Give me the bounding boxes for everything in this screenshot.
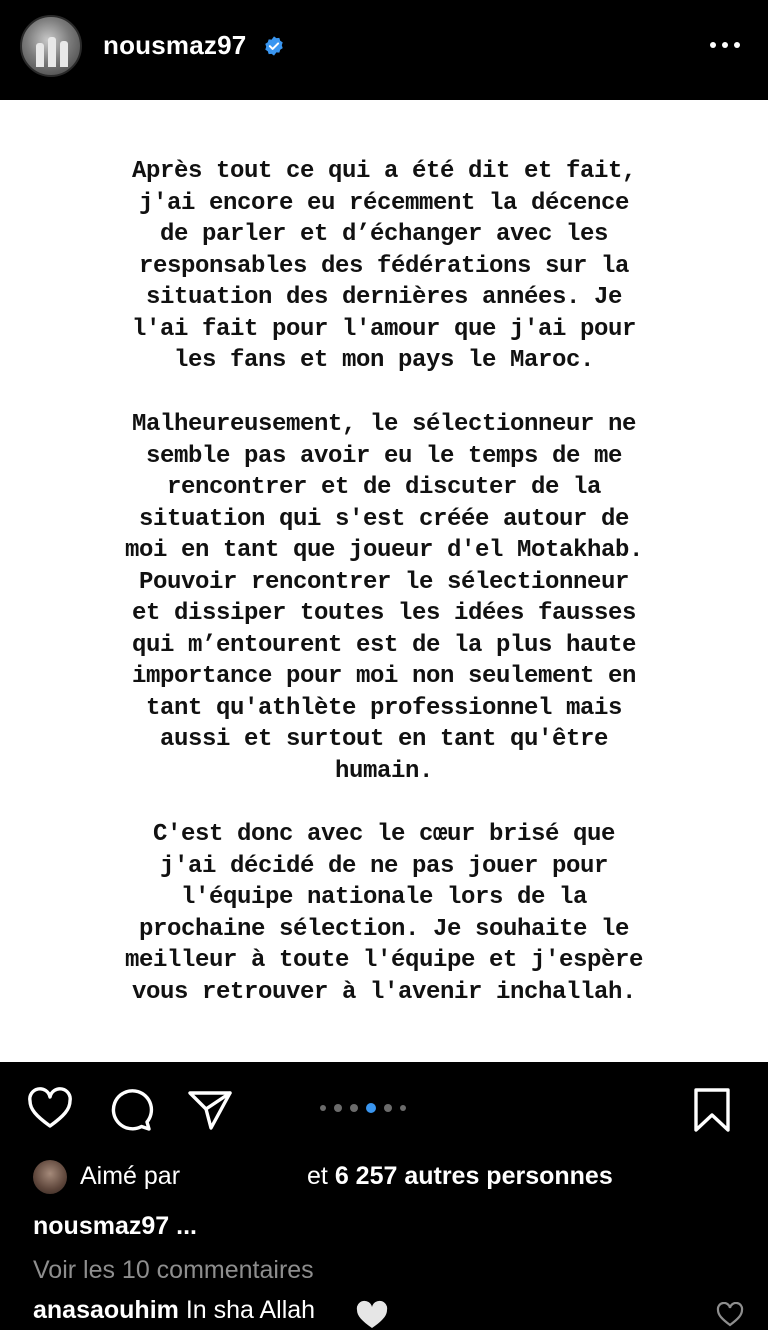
- carousel-dot: [320, 1105, 326, 1111]
- comment-text: In sha Allah: [185, 1296, 316, 1324]
- liked-by-label[interactable]: Aimé par: [80, 1162, 181, 1190]
- verified-badge-icon: [263, 35, 285, 57]
- carousel-dot-active: [366, 1103, 376, 1113]
- carousel-dot: [350, 1104, 358, 1112]
- likes-count[interactable]: [307, 1162, 613, 1191]
- comment-preview[interactable]: [33, 1296, 315, 1325]
- post-header: [0, 0, 768, 100]
- username[interactable]: nousmaz97: [103, 30, 247, 60]
- carousel-dot: [400, 1105, 406, 1111]
- post-image-statement[interactable]: [0, 100, 768, 1062]
- caption-more[interactable]: ...: [176, 1212, 197, 1240]
- profile-avatar[interactable]: [20, 15, 82, 77]
- statement-paragraph-1: Après tout ce qui a été dit et fait, j'ai encore eu récemment la décence de parler et d’échanger avec les responsables des fédérations sur la situation des dernières années. Je l'ai fait pour l'amour que j'ai pour les fans et mon pays le Maroc.: [131, 158, 637, 374]
- view-comments-link[interactable]: Voir les 10 commentaires: [33, 1256, 314, 1284]
- white-heart-emoji-icon: [355, 1300, 389, 1330]
- carousel-indicator: [320, 1101, 406, 1115]
- likes-number: 6 257: [334, 1162, 398, 1190]
- carousel-dot: [384, 1104, 392, 1112]
- likes-connector: et: [307, 1162, 328, 1190]
- bookmark-icon[interactable]: [688, 1086, 736, 1134]
- caption[interactable]: [33, 1212, 197, 1241]
- likes-suffix: autres personnes: [404, 1162, 613, 1190]
- comment-icon[interactable]: [106, 1086, 154, 1134]
- liked-by-avatar[interactable]: [33, 1160, 67, 1194]
- statement-paragraph-2: Malheureusement, le sélectionneur ne semble pas avoir eu le temps de me rencontrer et de discuter de la situation qui s'est créée autour de moi en tant que joueur d'el Motakhab. Pouvoir rencontrer le sélectionneur et dissiper toutes les idées fausses qui m’entourent est de la plus haute importance pour moi non seulement en tant qu'athlète professionnel mais aussi et surtout en tant qu'être humain.: [124, 411, 644, 785]
- heart-icon[interactable]: [26, 1086, 74, 1134]
- send-icon[interactable]: [186, 1086, 234, 1134]
- comment-username[interactable]: anasaouhim: [33, 1296, 179, 1324]
- more-options-icon[interactable]: [700, 30, 750, 60]
- statement-paragraph-3: C'est donc avec le cœur brisé que j'ai décidé de ne pas jouer pour l'équipe nationale lors de la prochaine sélection. Je souhaite le meilleur à toute l'équipe et j'espère vous retrouver à l'avenir inchallah.: [124, 821, 644, 1006]
- comment-like-heart-icon[interactable]: [716, 1302, 744, 1328]
- caption-username[interactable]: nousmaz97: [33, 1212, 170, 1240]
- carousel-dot: [334, 1104, 342, 1112]
